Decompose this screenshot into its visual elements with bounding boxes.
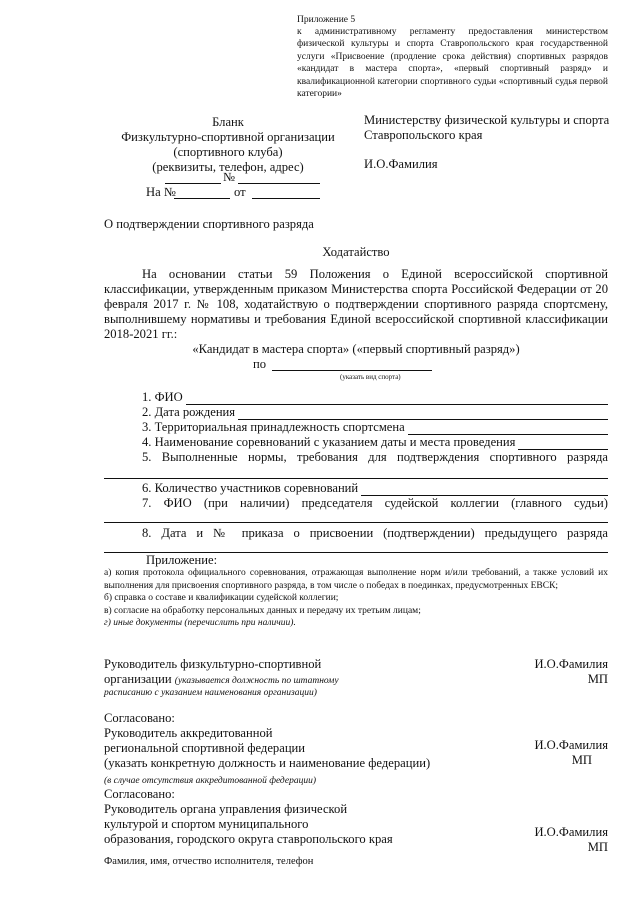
federation-name: И.О.Фамилия — [534, 738, 608, 752]
letterhead-line-4: (реквизиты, телефон, адрес) — [152, 160, 304, 174]
item-norms: 5. Выполненные нормы, требования для подтверждения спортивного разряда — [142, 450, 608, 464]
subject-line: О подтверждении спортивного разряда — [104, 217, 314, 231]
recipient-name: И.О.Фамилия — [364, 157, 438, 171]
head-title-line-2: организации — [104, 672, 172, 686]
item-territory-label: 3. Территориальная принадлежность спортсмена — [142, 420, 405, 434]
head-stamp: МП — [587, 672, 608, 686]
municipal-line-2: культурой и спортом муниципального — [104, 817, 309, 832]
item-previous-order: 8. Дата и № приказа о присвоении (подтверждении) предыдущего разряда — [142, 526, 608, 540]
municipal-stamp: МП — [587, 840, 608, 854]
recipient-line-2: Ставропольского края — [364, 128, 483, 142]
sport-hint: (указать вид спорта) — [340, 373, 401, 381]
attachment-d: г) иные документы (перечислить при наличии). — [104, 618, 296, 629]
federation-signature-block — [104, 711, 430, 771]
municipal-signature-block — [104, 775, 393, 847]
appendix-title: Приложение 5 — [297, 15, 356, 25]
item-participants-label: 6. Количество участников соревнований — [142, 481, 359, 495]
letterhead-line-3: (спортивного клуба) — [173, 145, 283, 159]
letterhead-line-2: Физкультурно-спортивной организации — [121, 130, 335, 144]
reference-date-label: от — [234, 185, 246, 199]
municipal-name: И.О.Фамилия — [534, 825, 608, 839]
head-title-line-1: Руководитель физкультурно-спортивной — [104, 657, 322, 671]
absent-federation-hint: (в случае отсутствия аккредитованной федерации) — [104, 776, 316, 786]
recipient-block — [364, 113, 609, 172]
item-fio — [142, 390, 608, 405]
federation-stamp: МП — [571, 753, 592, 767]
body-paragraph: На основании статьи 59 Положения о Единой всероссийской спортивной классификации, утвержденным приказом Министерства спорта Российской Федерации от 20 февраля 2017 г. № 108, ходатайствую о подтверждении спортивного разряда спортсмену, выполнившему нормативы и требования Единой всероссийской спортивной классификации 2018-2021 гг.: — [104, 267, 608, 341]
agreed-label-1: Согласовано: — [104, 711, 175, 725]
federation-line-3: (указать конкретную должность и наименование федерации) — [104, 756, 431, 770]
item-birthdate — [142, 405, 608, 420]
appendix-text: к административному регламенту предоставления министерством физической культуры и спорта Ставропольского края государственной услуги «Присвоение (продление срока действия) спортивных разрядов «кандидат в мастера спорта», «первый спортивный разряд» и квалификационной категории спортивного судьи «спортивный судья первой категории» — [297, 27, 608, 100]
attachment-b: б) справка о составе и квалификации судейской коллегии; — [104, 593, 339, 604]
head-name-block — [470, 657, 608, 687]
reference-number-label: На № — [146, 185, 176, 199]
item-competition — [142, 435, 608, 450]
sport-po-label: по — [253, 357, 267, 371]
letterhead-number-label: № — [223, 170, 236, 184]
letterhead-block — [110, 115, 346, 175]
document-title: Ходатайство — [322, 245, 390, 259]
municipal-line-1: Руководитель органа управления физической — [104, 802, 348, 817]
head-signature-block — [104, 657, 339, 700]
head-name: И.О.Фамилия — [534, 657, 608, 671]
item-competition-label: 4. Наименование соревнований с указанием даты и места проведения — [142, 435, 516, 449]
attachments-title: Приложение: — [146, 553, 218, 567]
federation-line-2: региональной спортивной федерации — [104, 741, 306, 755]
rank-line: «Кандидат в мастера спорта» («первый спортивный разряд») — [192, 342, 520, 356]
executor-line: Фамилия, имя, отчество исполнителя, телефон — [104, 856, 314, 867]
attachment-c: в) согласие на обработку персональных данных и передачу их третьим лицам; — [104, 605, 421, 616]
item-birthdate-label: 2. Дата рождения — [142, 405, 236, 419]
federation-line-1: Руководитель аккредитованной — [104, 726, 273, 740]
item-fio-label: 1. ФИО — [142, 390, 183, 404]
federation-name-block — [470, 738, 608, 768]
letterhead-line-1: Бланк — [212, 115, 244, 129]
municipal-name-block — [470, 825, 608, 855]
agreed-label-2: Согласовано: — [104, 787, 175, 802]
item-participants — [142, 481, 608, 496]
head-hint-1: (указывается должность по штатному — [174, 676, 339, 686]
head-hint-2: расписанию с указанием наименования организации) — [104, 688, 317, 699]
item-judge: 7. ФИО (при наличии) председателя судейской коллегии (главного судьи) — [142, 496, 608, 510]
attachments-list — [104, 567, 608, 630]
attachment-a: а) копия протокола официального соревнования, отражающая выполнение норм и/или требований, а также условий их выполнения для присвоения спортивного разряда, в том числе о победах в поединках, предусмотренных ЕВСК; — [104, 568, 608, 591]
item-territory — [142, 420, 608, 435]
municipal-line-3: образования, городского округа ставропольского края — [104, 832, 393, 847]
recipient-line-1: Министерству физической культуры и спорта — [364, 113, 610, 127]
